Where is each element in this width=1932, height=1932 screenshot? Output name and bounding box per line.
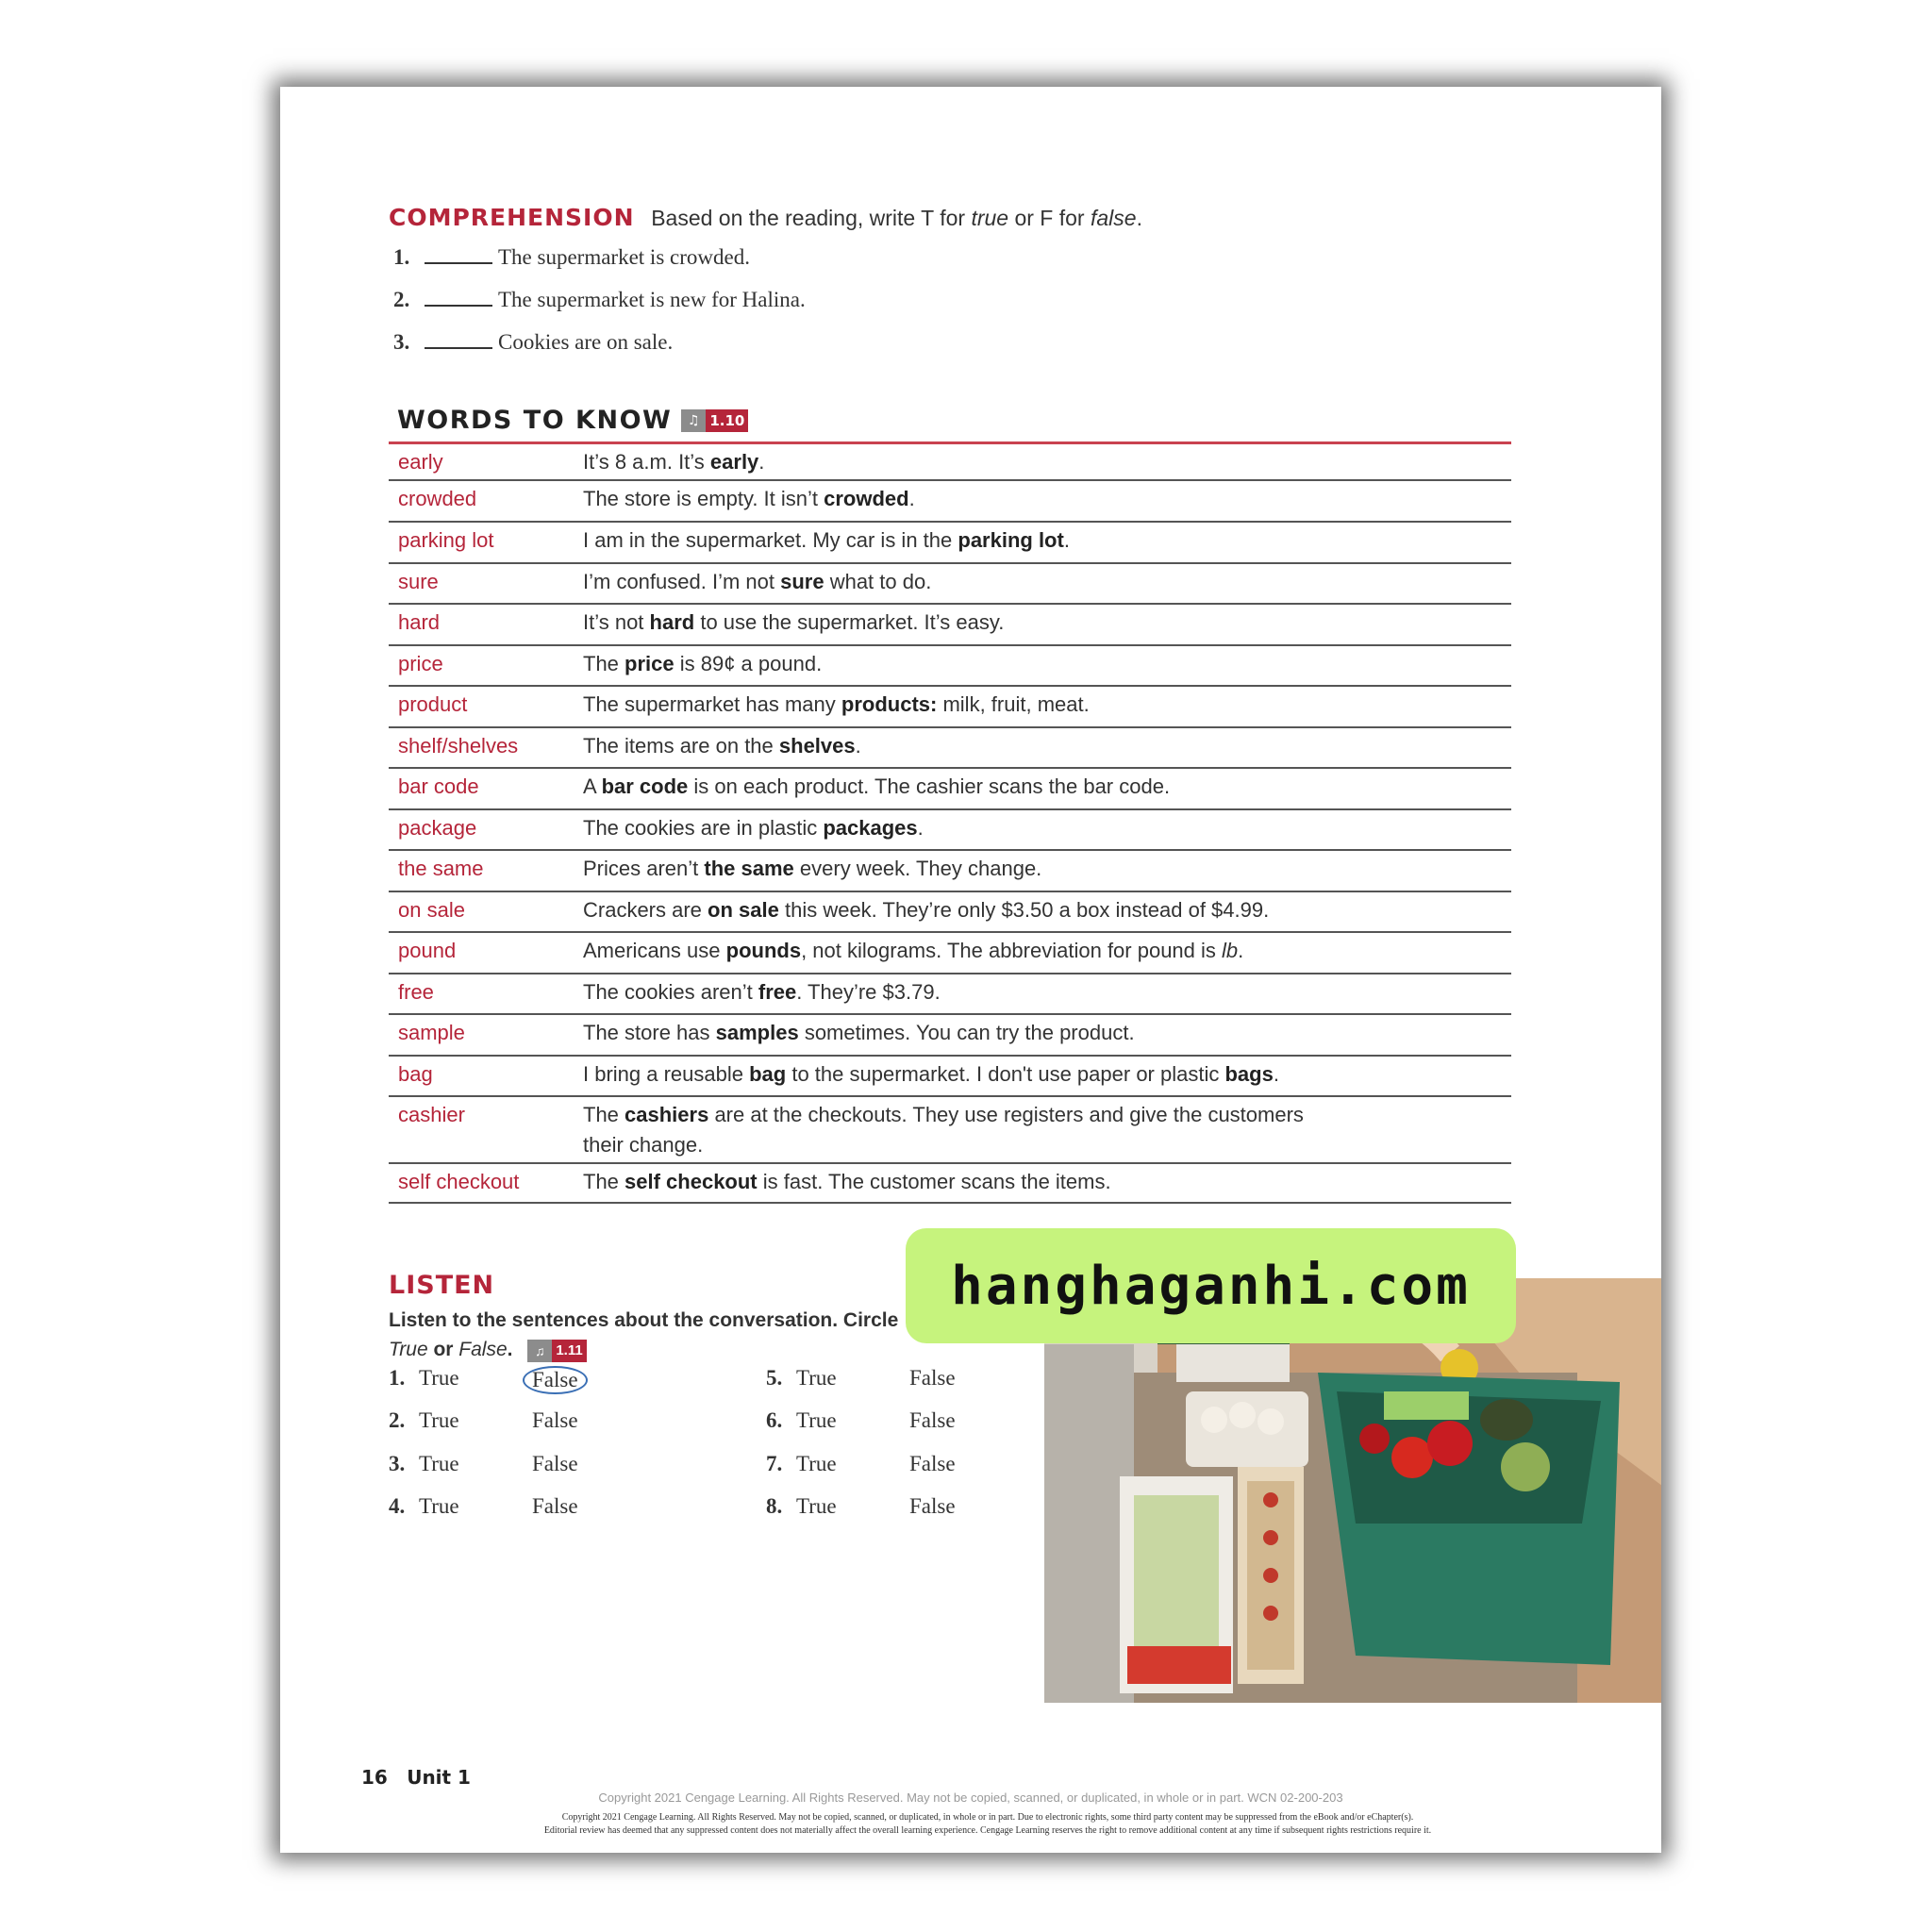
comprehension-title: COMPREHENSION bbox=[389, 204, 635, 231]
true-false-item: 7. True False bbox=[766, 1452, 956, 1475]
vocab-example: The items are on the shelves. bbox=[583, 734, 861, 758]
word-row bbox=[389, 933, 1511, 974]
legal-notice: Copyright 2021 Cengage Learning. All Rights Reserved. May not be copied, scanned, or duplicated, in whole or in part. Due to electronic rights, some third party content may be suppressed from the eBook and/or eChapter(s). Editorial review has deemed that any suppressed content does not materially affect the overall learning experience. Cengage Learning reserves the right to remove additional content at any time if subsequent rights restrictions require it. bbox=[543, 1812, 1432, 1836]
comprehension-item: 2. The supermarket is new for Halina. bbox=[393, 288, 806, 311]
vocab-example: I am in the supermarket. My car is in the parking lot. bbox=[583, 528, 1070, 552]
vocab-example: The store is empty. It isn’t crowded. bbox=[583, 487, 915, 510]
page-footer bbox=[361, 1766, 471, 1789]
word-row bbox=[389, 1057, 1511, 1097]
comprehension-item: 3. Cookies are on sale. bbox=[393, 330, 674, 354]
word-row bbox=[389, 481, 1511, 523]
vocab-example: Americans use pounds, not kilograms. The abbreviation for pound is lb. bbox=[583, 939, 1244, 962]
word-row bbox=[389, 728, 1511, 769]
vocab-example: A bar code is on each product. The cashier scans the bar code. bbox=[583, 774, 1171, 798]
word-row bbox=[389, 810, 1511, 851]
word-row bbox=[389, 1097, 1511, 1164]
word-row bbox=[389, 851, 1511, 892]
vocab-example: Prices aren’t the same every week. They change. bbox=[583, 857, 1042, 880]
vocab-word: price bbox=[398, 652, 443, 675]
vocab-example: I bring a reusable bag to the supermarket. I don't use paper or plastic bags. bbox=[583, 1062, 1279, 1086]
vocab-example: I’m confused. I’m not sure what to do. bbox=[583, 570, 932, 593]
true-false-item: 1. True False bbox=[389, 1366, 588, 1394]
vocab-word: self checkout bbox=[398, 1170, 520, 1193]
word-row bbox=[389, 1164, 1511, 1204]
vocab-word: hard bbox=[398, 610, 441, 634]
word-row bbox=[389, 605, 1511, 646]
vocab-word: cashier bbox=[398, 1103, 465, 1126]
true-option[interactable]: True bbox=[796, 1494, 837, 1518]
false-option[interactable]: False bbox=[909, 1366, 956, 1390]
true-false-item: 2. True False bbox=[389, 1408, 578, 1432]
true-false-item: 4. True False bbox=[389, 1494, 578, 1518]
vocab-example: The self checkout is fast. The customer scans the items. bbox=[583, 1170, 1111, 1193]
word-row bbox=[389, 523, 1511, 564]
listen-title: LISTEN bbox=[389, 1271, 495, 1300]
false-option[interactable]: False bbox=[909, 1452, 956, 1475]
vocab-word: parking lot bbox=[398, 528, 494, 552]
listen-instruction: Listen to the sentences about the conversation. Circle True or False. ♫ 1.11 bbox=[389, 1309, 899, 1360]
comprehension-item: 1. The supermarket is crowded. bbox=[393, 245, 750, 269]
word-row bbox=[389, 564, 1511, 605]
unit-label: Unit 1 bbox=[407, 1766, 471, 1789]
true-option[interactable]: True bbox=[419, 1366, 459, 1390]
audio-track-badge[interactable] bbox=[527, 1340, 586, 1362]
vocab-example: The store has samples sometimes. You can try the product. bbox=[583, 1021, 1135, 1044]
watermark-text: hanghaganhi.com bbox=[951, 1255, 1471, 1317]
vocab-example: Crackers are on sale this week. They’re only $3.50 a box instead of $4.99. bbox=[583, 898, 1270, 922]
true-option[interactable]: True bbox=[419, 1452, 459, 1475]
vocab-example: The cookies aren’t free. They’re $3.79. bbox=[583, 980, 941, 1004]
vocab-word: free bbox=[398, 980, 434, 1004]
true-false-item: 8. True False bbox=[766, 1494, 956, 1518]
true-false-item: 5. True False bbox=[766, 1366, 956, 1390]
vocab-word: product bbox=[398, 692, 468, 716]
vocab-word: bar code bbox=[398, 774, 479, 798]
vocab-example: The cashiers are at the checkouts. They use registers and give the customers their change. bbox=[583, 1103, 1304, 1157]
vocab-word: the same bbox=[398, 857, 484, 880]
true-option[interactable]: True bbox=[796, 1366, 837, 1390]
copyright-line: Copyright 2021 Cengage Learning. All Rights Reserved. May not be copied, scanned, or duplicated, in whole or in part. WCN 02-200-203 bbox=[598, 1790, 1343, 1805]
false-option[interactable]: False bbox=[532, 1408, 578, 1432]
answer-blank[interactable] bbox=[425, 288, 492, 307]
vocab-word: sure bbox=[398, 570, 439, 593]
vocab-example: The supermarket has many products: milk, fruit, meat. bbox=[583, 692, 1090, 716]
word-row bbox=[389, 892, 1511, 933]
true-option[interactable]: True bbox=[419, 1408, 459, 1432]
vocab-word: shelf/shelves bbox=[398, 734, 519, 758]
true-option[interactable]: True bbox=[419, 1494, 459, 1518]
vocab-word: bag bbox=[398, 1062, 433, 1086]
vocab-example: The price is 89¢ a pound. bbox=[583, 652, 823, 675]
false-option[interactable]: False bbox=[532, 1452, 578, 1475]
comprehension-list bbox=[393, 245, 806, 373]
vocab-word: early bbox=[398, 450, 443, 474]
vocab-example: It’s not hard to use the supermarket. It’s easy. bbox=[583, 610, 1005, 634]
false-option[interactable]: False bbox=[532, 1494, 578, 1518]
words-to-know-title: WORDS TO KNOW bbox=[397, 406, 673, 435]
vocab-example: The cookies are in plastic packages. bbox=[583, 816, 924, 840]
audio-speaker-icon: ♫ bbox=[527, 1340, 552, 1362]
false-option[interactable]: False bbox=[909, 1408, 956, 1432]
vocab-example: It’s 8 a.m. It’s early. bbox=[583, 450, 765, 474]
vocab-word: crowded bbox=[398, 487, 477, 510]
true-false-item: 6. True False bbox=[766, 1408, 956, 1432]
vocab-word: pound bbox=[398, 939, 457, 962]
vocab-word: sample bbox=[398, 1021, 465, 1044]
audio-speaker-icon: ♫ bbox=[681, 409, 706, 432]
textbook-page bbox=[280, 87, 1661, 1853]
page-number: 16 bbox=[361, 1766, 388, 1789]
watermark-banner bbox=[906, 1228, 1516, 1343]
word-row bbox=[389, 687, 1511, 728]
words-to-know-table bbox=[389, 441, 1511, 1204]
word-row bbox=[389, 769, 1511, 810]
audio-track-badge[interactable] bbox=[681, 409, 748, 432]
vocab-word: package bbox=[398, 816, 477, 840]
true-option[interactable]: True bbox=[796, 1408, 837, 1432]
words-to-know-header bbox=[397, 406, 748, 435]
answer-blank[interactable] bbox=[425, 330, 492, 349]
vocab-word: on sale bbox=[398, 898, 465, 922]
true-false-item: 3. True False bbox=[389, 1452, 578, 1475]
word-row bbox=[389, 646, 1511, 687]
comprehension-header bbox=[389, 204, 1142, 231]
comprehension-instruction: Based on the reading, write T for true or F for false. bbox=[651, 206, 1142, 230]
audio-track-number: 1.10 bbox=[706, 409, 748, 432]
answer-blank[interactable] bbox=[425, 245, 492, 264]
true-option[interactable]: True bbox=[796, 1452, 837, 1475]
word-row bbox=[389, 1015, 1511, 1057]
word-row bbox=[389, 974, 1511, 1015]
false-option-circled[interactable]: False bbox=[523, 1366, 588, 1394]
audio-track-number: 1.11 bbox=[552, 1340, 586, 1362]
word-row bbox=[389, 444, 1511, 481]
false-option[interactable]: False bbox=[909, 1494, 956, 1518]
